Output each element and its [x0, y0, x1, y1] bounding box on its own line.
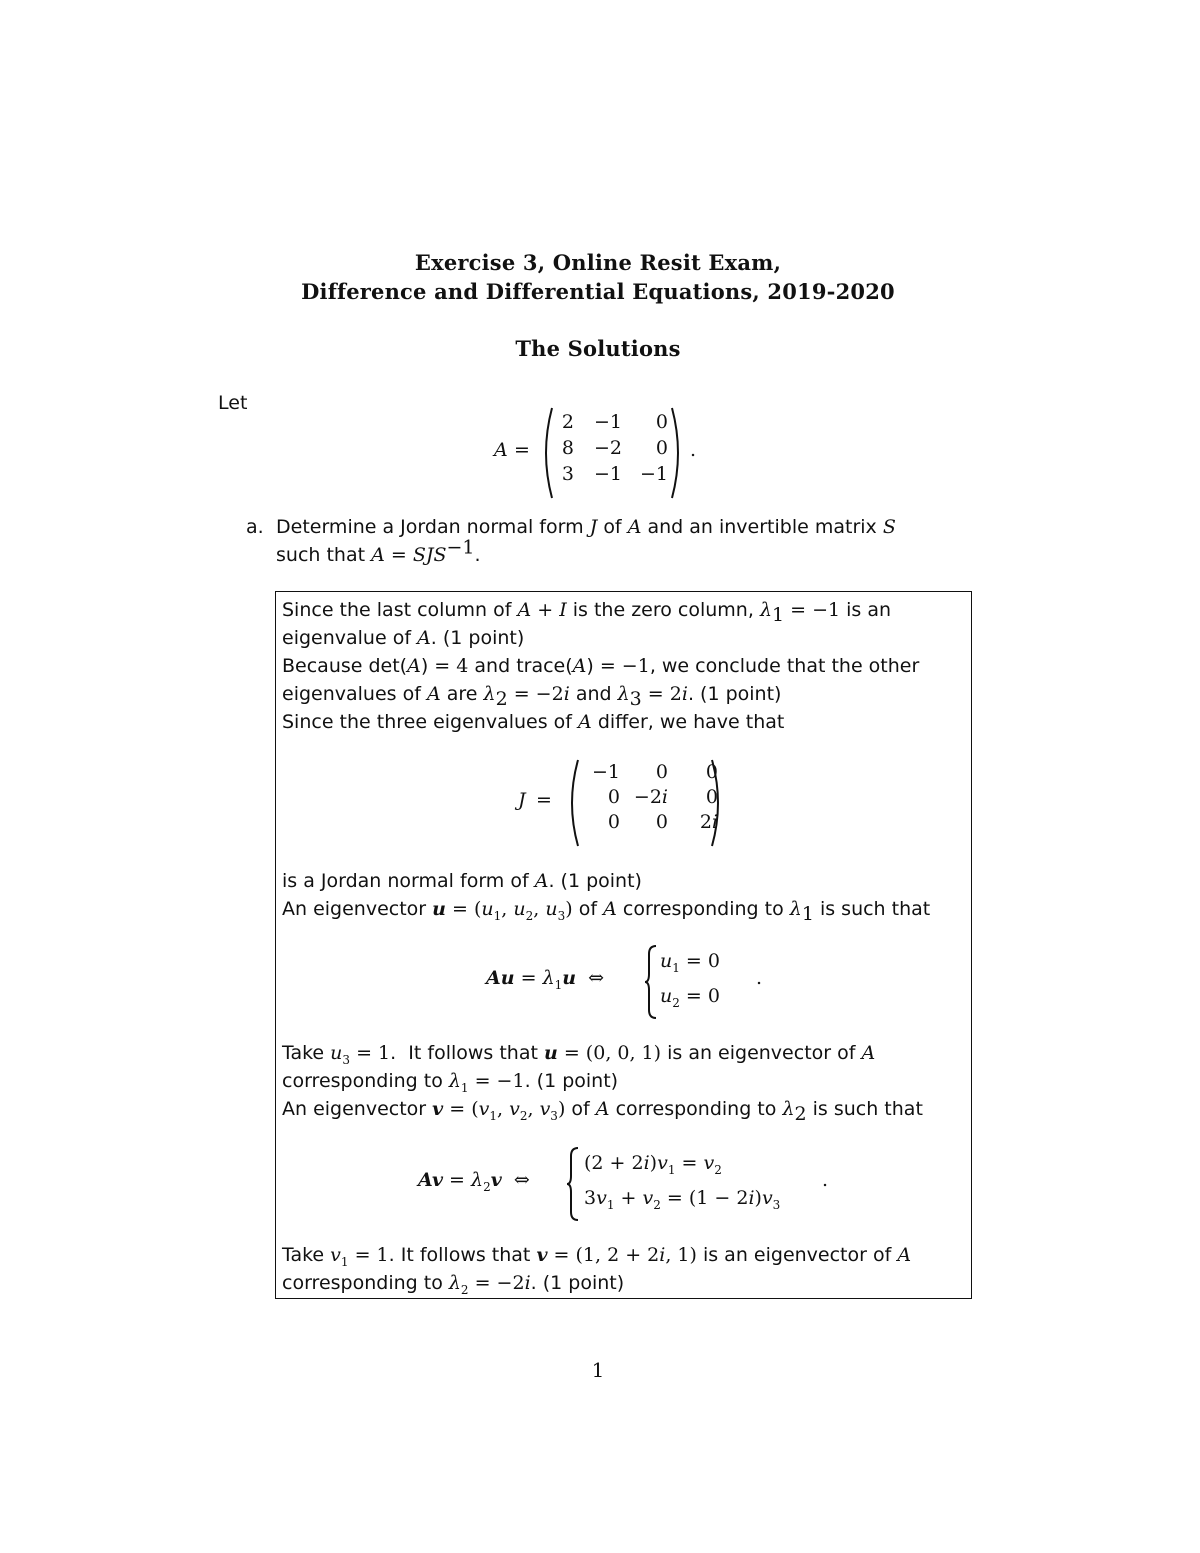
left-brace-icon — [644, 944, 658, 1020]
solution-line-9: corresponding to $\lambda_1 = -1$. (1 point) — [282, 1070, 619, 1095]
matrix-cell: 8 — [561, 437, 574, 459]
let-label: Let — [218, 392, 248, 414]
document-title-line-2: Difference and Differential Equations, 2019-2020 — [301, 279, 895, 304]
system-equation: $u_2 = 0$ — [660, 985, 720, 1010]
matrix-j-grid — [578, 761, 718, 833]
question-a-label: a. — [246, 516, 264, 538]
solution-line-11: Take $v_1 = 1$. It follows that v = (1, 2 + 2i, 1) is an eigenvector of A — [282, 1244, 912, 1269]
system-equation: $3v_1 + v_2 = (1 - 2i)v_3$ — [584, 1187, 781, 1212]
solution-line-12: corresponding to $\lambda_2 = -2i$. (1 point) — [282, 1272, 625, 1297]
matrix-cell: −2i — [633, 786, 668, 808]
solution-line-4: eigenvalues of A are $\lambda_2 = -2i$ and $\lambda_3 = 2i$. (1 point) — [282, 683, 782, 710]
matrix-cell: 0 — [705, 786, 718, 808]
matrix-cell: 2 — [561, 411, 574, 433]
matrix-cell: 3 — [561, 463, 574, 485]
matrix-cell: 2i — [699, 811, 718, 833]
left-brace-icon — [566, 1146, 580, 1222]
matrix-cell: 0 — [655, 811, 668, 833]
matrix-cell: 0 — [655, 411, 668, 433]
matrix-cell: 0 — [607, 786, 620, 808]
page-number: 1 — [591, 1358, 605, 1382]
matrix-cell: −1 — [593, 411, 622, 433]
matrix-cell: −2 — [593, 437, 622, 459]
right-paren-icon — [710, 758, 726, 848]
matrix-a-grid — [552, 411, 668, 485]
question-a-line-1: Determine a Jordan normal form J of A and an invertible matrix S — [276, 516, 896, 538]
solution-line-6: is a Jordan normal form of A. (1 point) — [282, 870, 642, 892]
matrix-cell: 0 — [607, 811, 620, 833]
right-paren-icon — [670, 406, 686, 500]
system-equation: $(2 + 2i)v_1 = v_2$ — [584, 1152, 722, 1177]
matrix-cell: 0 — [705, 761, 718, 783]
solution-line-8: Take $u_3 = 1$. It follows that u = (0, 0, 1) is an eigenvector of A — [282, 1042, 876, 1067]
matrix-j-name: J — [518, 789, 526, 811]
solution-line-5: Since the three eigenvalues of A differ, we have that — [282, 711, 785, 733]
eigen-system-1: $Au = \lambda_1u$ ⇔ $u_1 = 0$ $u_2 = 0$ . — [486, 942, 776, 1022]
matrix-a-equation: A = 2 −1 0 8 −2 0 3 −1 −1 . — [490, 406, 710, 500]
matrix-cell: −1 — [591, 761, 620, 783]
document-title-line-1: Exercise 3, Online Resit Exam, — [414, 250, 782, 275]
system-equation: $u_1 = 0$ — [660, 950, 720, 975]
solution-line-3: Because det(A) = 4 and trace(A) = −1, we conclude that the other — [282, 655, 920, 677]
solution-line-1: Since the last column of A + I is the zero column, $\lambda_1 = -1$ is an — [282, 599, 892, 626]
question-a-line-2: such that $A = SJS^{-1}$. — [276, 536, 481, 566]
matrix-cell: 0 — [655, 437, 668, 459]
solution-line-7: An eigenvector $u = (u_1$, $u_2$, $u_3$) of A corresponding to $\lambda_1$ is such that — [282, 898, 931, 925]
solution-line-10: An eigenvector $v = (v_1$, $v_2$, $v_3$) of A corresponding to $\lambda_2$ is such that — [282, 1098, 923, 1125]
matrix-j-equation: J = −1 0 0 0 −2i 0 0 0 2i — [514, 758, 744, 848]
solution-line-2: eigenvalue of A. (1 point) — [282, 627, 525, 649]
document-subtitle: The Solutions — [515, 336, 681, 361]
matrix-cell: −1 — [593, 463, 622, 485]
eigen-system-2: $Av = \lambda_2v$ ⇔ $(2 + 2i)v_1 = v_2$ $3v_1 + v_2 = (1 - 2i)v_3$ . — [418, 1144, 838, 1224]
matrix-cell: 0 — [655, 761, 668, 783]
matrix-a-name: A — [494, 439, 508, 461]
matrix-cell: −1 — [639, 463, 668, 485]
